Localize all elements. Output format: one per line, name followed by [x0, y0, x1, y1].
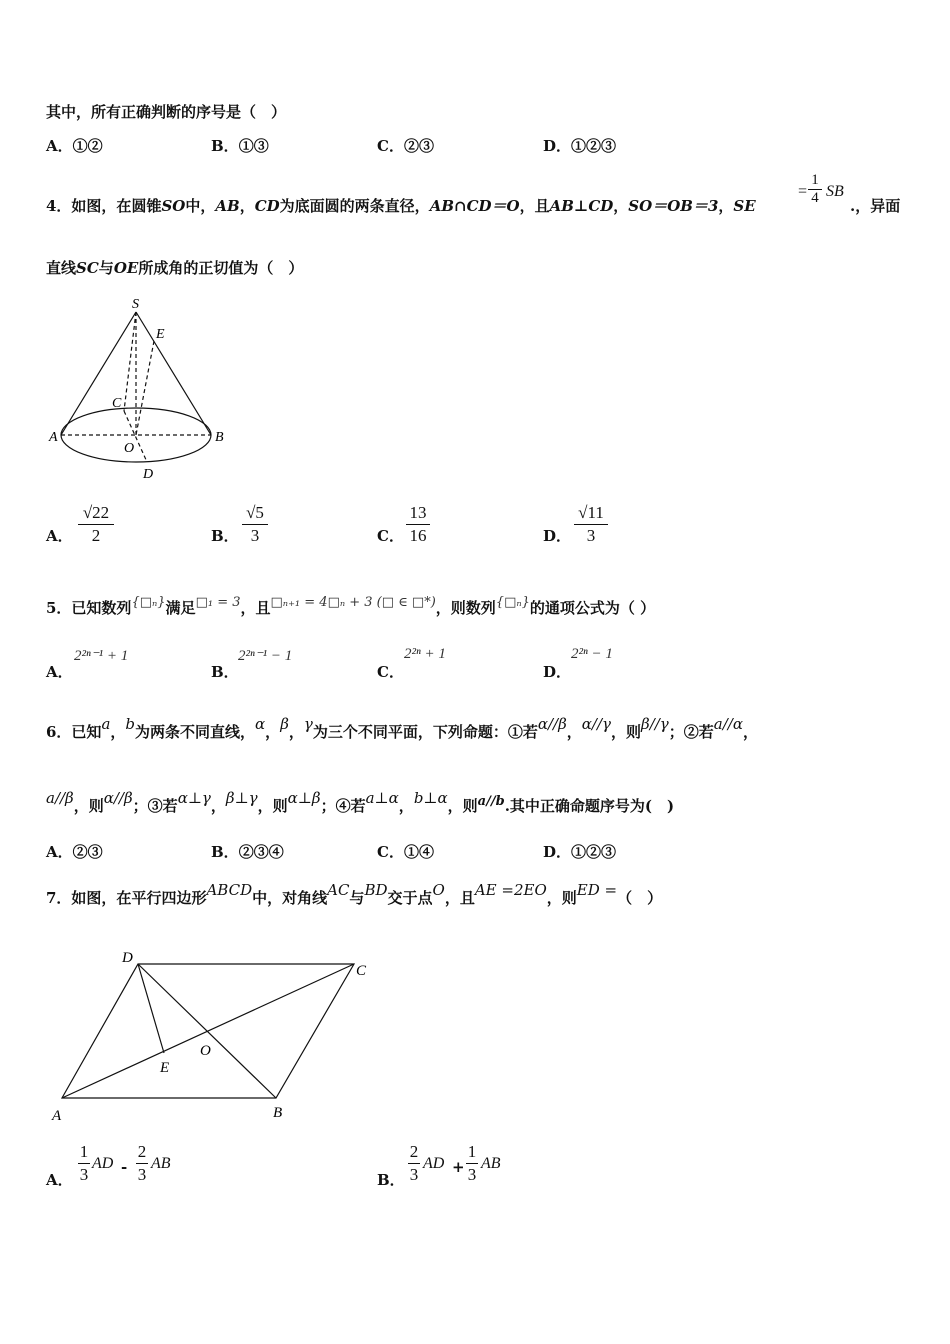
- text: （ ）: [617, 889, 663, 907]
- denominator: 3: [467, 1165, 477, 1184]
- cone-edge-sa: [61, 312, 136, 435]
- q5-option-d-label[interactable]: D．: [543, 663, 572, 681]
- q4-option-b-fraction[interactable]: [242, 502, 268, 547]
- text: 中，对角线: [252, 889, 328, 907]
- option-label: B．: [211, 137, 239, 155]
- text: 5．已知数列: [46, 599, 132, 617]
- math-recurrence: □ₙ₊₁ = 4□ₙ + 3 (□ ∈ □*): [270, 595, 436, 610]
- q3-stem: 其中，所有正确判断的序号是（ ）: [46, 103, 287, 121]
- q7-option-a-label[interactable]: A．: [46, 1171, 73, 1189]
- label-o: O: [200, 1043, 211, 1059]
- text: 满足: [165, 599, 196, 617]
- q4-option-a-label[interactable]: A．: [46, 527, 73, 545]
- numerator: 1: [79, 1142, 89, 1161]
- text: ，且: [519, 197, 550, 215]
- diagonal-ac: [62, 964, 354, 1098]
- q5-option-c-label[interactable]: C．: [377, 663, 404, 681]
- label-e: E: [160, 1060, 170, 1076]
- math-a-par-b: a//b: [477, 794, 505, 809]
- math-a-perp-alpha: a⊥α: [365, 789, 399, 807]
- math-alpha-par-beta: α//β: [103, 789, 133, 807]
- denominator: 3: [409, 1165, 419, 1184]
- denominator: 2: [91, 526, 101, 545]
- label-c: C: [356, 963, 367, 979]
- text: 直线: [46, 259, 77, 277]
- denominator: 3: [586, 526, 596, 545]
- text: ，: [398, 797, 414, 815]
- option-label: D．: [543, 137, 572, 155]
- math-so: SO: [161, 197, 186, 215]
- math-alpha-par-beta: α//β: [537, 715, 567, 733]
- q5-option-d-value[interactable]: 2²ⁿ − 1: [571, 646, 613, 662]
- q5-stem: [46, 595, 656, 620]
- q7-option-a-frac1[interactable]: [78, 1141, 90, 1186]
- text: 与: [349, 889, 365, 907]
- math-ed: ED =: [576, 881, 618, 899]
- q6-stem-line2: [46, 789, 675, 818]
- label-b: B: [215, 430, 224, 445]
- text: ，且: [240, 599, 271, 617]
- math-a: a: [101, 715, 111, 733]
- text: .其中正确命题序号为( ): [504, 797, 675, 815]
- q4-line1-end: .，异面: [850, 197, 901, 215]
- text: ，: [265, 723, 281, 741]
- denominator: 16: [409, 526, 427, 545]
- text: ，则: [447, 797, 478, 815]
- label-a: A: [52, 1108, 62, 1124]
- q4-stem-line2: [46, 258, 303, 278]
- q7-option-b-vec2: AB: [481, 1155, 501, 1172]
- numerator: √5: [246, 503, 264, 522]
- q4-se-fraction: [808, 172, 822, 207]
- math-alpha-par-gamma: α//γ: [581, 715, 611, 733]
- numerator: √11: [578, 503, 604, 522]
- label-c: C: [112, 396, 122, 411]
- cone-edge-sb: [136, 312, 211, 435]
- numerator: 1: [811, 172, 819, 188]
- text: ，: [566, 723, 582, 741]
- q6-stem-line1: [46, 715, 758, 742]
- denominator: 3: [137, 1165, 147, 1184]
- option-value: ②③: [72, 843, 103, 861]
- text: 6．已知: [46, 723, 102, 741]
- text: 4．如图，在圆锥: [46, 197, 162, 215]
- q3-option-d[interactable]: [543, 136, 616, 156]
- q7-option-a-op: -: [121, 1158, 128, 1176]
- option-value: ①③: [238, 137, 269, 155]
- option-value: ②③④: [238, 843, 284, 861]
- text: 7．如图，在平行四边形: [46, 889, 207, 907]
- q7-option-a-vec1: AD: [92, 1155, 114, 1172]
- math-b: b: [125, 715, 136, 733]
- denominator: 4: [811, 190, 819, 206]
- text: 中，: [185, 197, 216, 215]
- label-a: A: [49, 430, 58, 445]
- text: 与: [98, 259, 114, 277]
- numerator: 1: [467, 1142, 477, 1161]
- text: ，则数列: [435, 599, 496, 617]
- text: 交于点: [387, 889, 433, 907]
- text: ，则: [546, 889, 577, 907]
- math-bd: BD: [364, 881, 388, 899]
- math-abcd: ABCD: [206, 881, 253, 899]
- q7-option-b-op: +: [452, 1158, 465, 1176]
- option-label: C．: [377, 137, 404, 155]
- q3-option-b[interactable]: [211, 136, 269, 156]
- math-alpha-perp-gamma: α⊥γ: [177, 789, 211, 807]
- q6-option-b[interactable]: [211, 842, 284, 862]
- text: ，: [110, 723, 126, 741]
- numerator: √22: [82, 503, 110, 522]
- diagonal-bd: [138, 964, 276, 1098]
- q4-sb: SB: [826, 183, 844, 200]
- label-d: D: [143, 467, 154, 482]
- q5-option-b-label[interactable]: B．: [211, 663, 239, 681]
- math-beta-par-gamma: β//γ: [641, 715, 669, 733]
- q6-option-a[interactable]: [46, 842, 103, 862]
- math-a-par-beta: a//β: [46, 789, 74, 807]
- q4-se-equals: =: [797, 183, 808, 200]
- option-label: D．: [543, 843, 572, 861]
- math-o: O: [432, 881, 445, 899]
- text: ，: [210, 797, 226, 815]
- q4-option-b-label[interactable]: B．: [211, 527, 239, 545]
- math-alpha: α: [255, 715, 266, 733]
- text: ，则: [257, 797, 288, 815]
- label-e: E: [156, 327, 165, 342]
- text: ，: [718, 197, 734, 215]
- q4-option-c-fraction[interactable]: [406, 502, 430, 547]
- q6-option-c[interactable]: [377, 842, 434, 862]
- option-label: C．: [377, 843, 404, 861]
- q4-option-a-fraction[interactable]: [78, 502, 114, 547]
- text: 为两条不同直线，: [135, 723, 256, 741]
- label-s: S: [132, 297, 139, 312]
- math-ae-eq: AE =2EO: [474, 881, 547, 899]
- option-label: A．: [46, 843, 73, 861]
- text: ；③若: [132, 797, 178, 815]
- math-a-par-alpha: a//α: [713, 715, 743, 733]
- segment-oe: [136, 341, 154, 435]
- q6-option-d[interactable]: [543, 842, 616, 862]
- option-label: A．: [46, 137, 73, 155]
- math-beta-perp-gamma: β⊥γ: [225, 789, 258, 807]
- q7-option-a-vec2: AB: [151, 1155, 171, 1172]
- math-cd: CD: [254, 197, 280, 215]
- math-se: SE: [733, 197, 756, 215]
- option-label: B．: [211, 843, 239, 861]
- text: 所成角的正切值为（ ）: [138, 259, 304, 277]
- q3-option-a[interactable]: [46, 136, 103, 156]
- math-a1: □₁ = 3: [195, 595, 241, 610]
- option-value: ②③: [403, 137, 434, 155]
- math-ac: AC: [327, 881, 350, 899]
- option-value: ①②③: [571, 137, 617, 155]
- option-value: ①②③: [571, 843, 617, 861]
- q7-parallelogram-figure: [44, 942, 384, 1127]
- q4-cone-figure: [44, 294, 244, 486]
- text: ，则: [611, 723, 642, 741]
- text: ；②若: [668, 723, 714, 741]
- q5-option-b-value[interactable]: 2²ⁿ⁻¹ − 1: [238, 648, 293, 664]
- math-perp: AB⊥CD: [549, 197, 614, 215]
- q4-stem-line1: [46, 196, 756, 216]
- text: ，: [239, 197, 255, 215]
- label-d: D: [122, 950, 133, 966]
- text: ；④若: [320, 797, 366, 815]
- math-ab: AB: [215, 197, 240, 215]
- q7-option-b-vec1: AD: [423, 1155, 445, 1172]
- math-alpha-perp-beta: α⊥β: [287, 789, 321, 807]
- q5-option-a-label[interactable]: A．: [46, 663, 73, 681]
- math-oe: OE: [113, 259, 139, 277]
- math-seq: {□ₙ}: [495, 595, 530, 610]
- q7-option-b-frac2[interactable]: [466, 1141, 478, 1186]
- text: 为底面圆的两条直径，: [279, 197, 430, 215]
- option-value: ①④: [403, 843, 434, 861]
- q4-option-d-label[interactable]: D．: [543, 527, 572, 545]
- denominator: 3: [250, 526, 260, 545]
- q7-option-b-label[interactable]: B．: [377, 1171, 405, 1189]
- numerator: 2: [409, 1142, 419, 1161]
- math-intersection: AB∩CD＝O: [429, 197, 520, 215]
- math-seq: {□ₙ}: [131, 595, 166, 610]
- segment-sc: [124, 312, 136, 411]
- text: ，: [288, 723, 304, 741]
- denominator: 3: [79, 1165, 89, 1184]
- q5-option-a-value[interactable]: 2²ⁿ⁻¹ + 1: [74, 648, 129, 664]
- text: 为三个不同平面，下列命题：①若: [312, 723, 538, 741]
- text: 的通项公式为（ ）: [529, 599, 656, 617]
- q7-option-a-frac2[interactable]: [136, 1141, 148, 1186]
- text: ，且: [444, 889, 475, 907]
- numerator: 2: [137, 1142, 147, 1161]
- label-o: O: [124, 441, 135, 456]
- q3-option-c[interactable]: [377, 136, 434, 156]
- q7-option-b-frac1[interactable]: [408, 1141, 420, 1186]
- numerator: 13: [409, 503, 427, 522]
- math-equality: SO＝OB＝3: [628, 197, 719, 215]
- q4-option-d-fraction[interactable]: [574, 502, 608, 547]
- math-beta: β: [280, 715, 289, 733]
- q5-option-c-value[interactable]: 2²ⁿ + 1: [404, 646, 446, 662]
- text: ，: [742, 723, 758, 741]
- math-sc: SC: [76, 259, 99, 277]
- option-value: ①②: [72, 137, 103, 155]
- text: ，则: [73, 797, 104, 815]
- q4-option-c-label[interactable]: C．: [377, 527, 404, 545]
- text: ，: [613, 197, 629, 215]
- q7-stem: [46, 881, 663, 908]
- math-b-perp-alpha: b⊥α: [413, 789, 448, 807]
- math-gamma: γ: [303, 715, 313, 733]
- label-b: B: [273, 1105, 283, 1121]
